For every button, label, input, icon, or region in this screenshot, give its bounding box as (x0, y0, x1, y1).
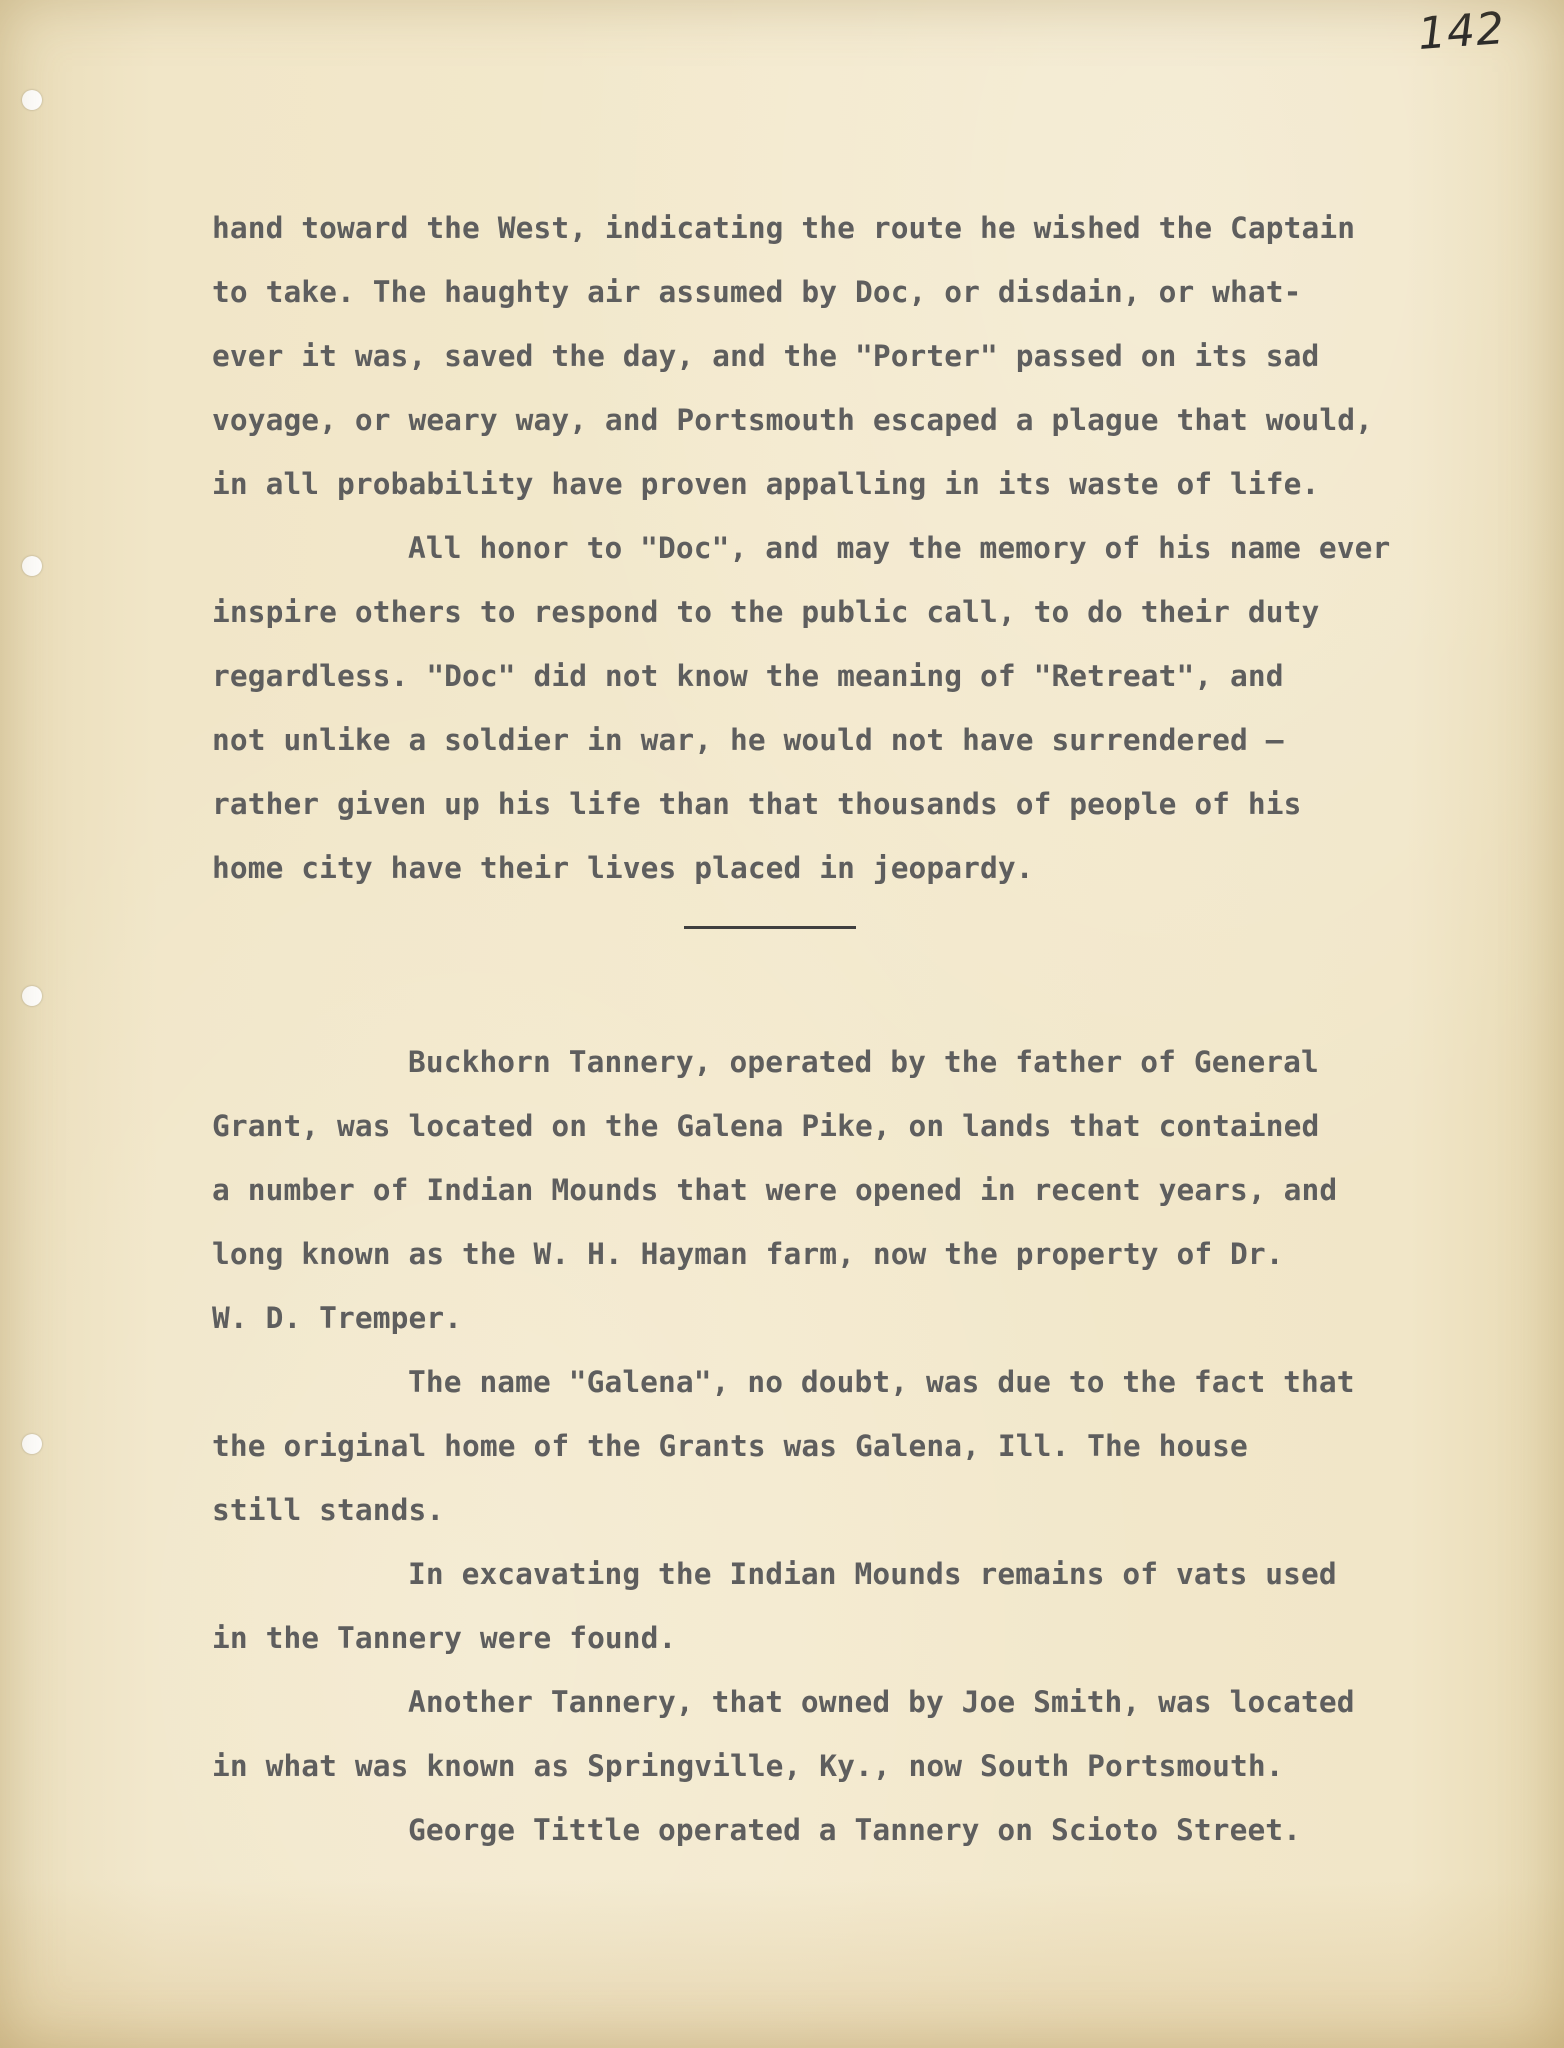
punch-hole (22, 90, 42, 110)
text-line: a number of Indian Mounds that were opened in recent years, and (212, 1173, 1338, 1207)
text-line: regardless. "Doc" did not know the meaning of "Retreat", and (212, 659, 1284, 693)
text-line: in the Tannery were found. (212, 1621, 677, 1655)
text-line: still stands. (212, 1493, 445, 1527)
text-line: to take. The haughty air assumed by Doc, or disdain, or what- (212, 275, 1302, 309)
paper-stain (0, 1878, 1564, 2048)
paragraph-start: The name "Galena", no doubt, was due to the fact that (408, 1365, 1355, 1399)
text-line: rather given up his life than that thousands of people of his (212, 787, 1302, 821)
punch-hole (22, 556, 42, 576)
section-divider (212, 900, 1472, 960)
text-line: in what was known as Springville, Ky., now South Portsmouth. (212, 1749, 1284, 1783)
text-line: home city have their lives placed in jeopardy. (212, 851, 1034, 885)
paragraph-start: Buckhorn Tannery, operated by the father of General (408, 1045, 1319, 1079)
text-line: Grant, was located on the Galena Pike, on lands that contained (212, 1109, 1320, 1143)
punch-hole (22, 1434, 42, 1454)
handwritten-page-number: 142 (1416, 3, 1507, 60)
document-body (212, 196, 1472, 1862)
text-line: W. D. Tremper. (212, 1301, 463, 1335)
text-line: in all probability have proven appalling in its waste of life. (212, 467, 1320, 501)
divider-rule (684, 926, 856, 929)
paragraph-start: All honor to "Doc", and may the memory of his name ever (408, 531, 1391, 565)
text-line: the original home of the Grants was Galena, Ill. The house (212, 1429, 1248, 1463)
paragraph-start: George Tittle operated a Tannery on Scioto Street. (408, 1813, 1302, 1847)
text-line: not unlike a soldier in war, he would not have surrendered — (212, 723, 1284, 757)
text-line: voyage, or weary way, and Portsmouth escaped a plague that would, (212, 403, 1373, 437)
text-line: inspire others to respond to the public call, to do their duty (212, 595, 1320, 629)
text-line: hand toward the West, indicating the route he wished the Captain (212, 211, 1356, 245)
punch-hole (22, 986, 42, 1006)
paragraph-start: Another Tannery, that owned by Joe Smith, was located (408, 1685, 1355, 1719)
paragraph-start: In excavating the Indian Mounds remains of vats used (408, 1557, 1337, 1591)
text-line: long known as the W. H. Hayman farm, now the property of Dr. (212, 1237, 1284, 1271)
text-line: ever it was, saved the day, and the "Porter" passed on its sad (212, 339, 1320, 373)
